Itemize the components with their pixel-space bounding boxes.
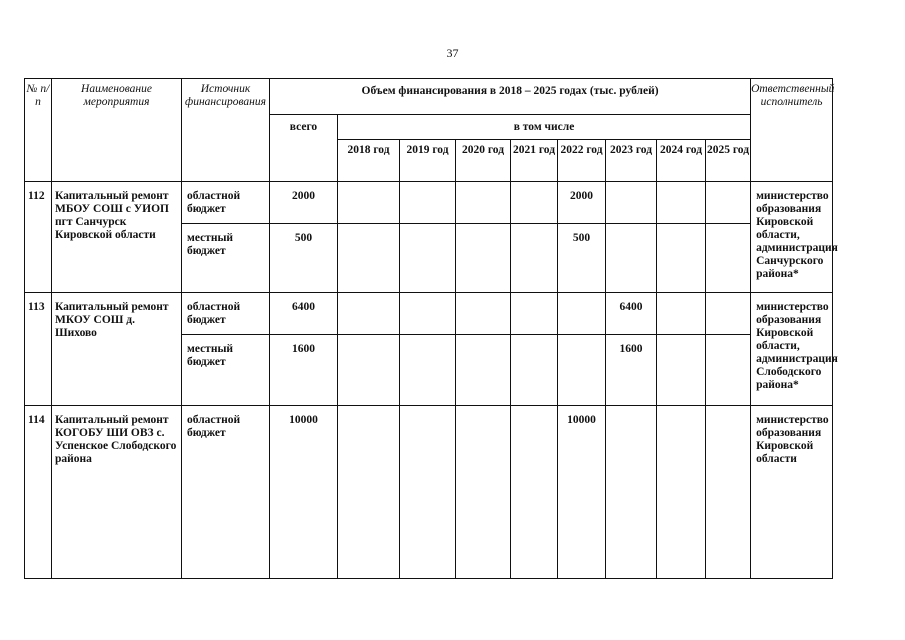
year-value <box>511 224 558 293</box>
year-value <box>606 406 657 579</box>
total-value: 6400 <box>270 293 338 335</box>
header-year: 2024 год <box>657 140 706 182</box>
year-value <box>706 293 751 335</box>
year-value <box>706 224 751 293</box>
header-year: 2025 год <box>706 140 751 182</box>
year-value <box>511 293 558 335</box>
year-value <box>456 182 511 224</box>
year-value <box>706 182 751 224</box>
table-row <box>25 406 833 579</box>
year-value <box>558 335 606 406</box>
header-year: 2022 год <box>558 140 606 182</box>
year-value <box>657 182 706 224</box>
financing-source: областной бюджет <box>182 406 270 579</box>
responsible-executor: министерство образования Кировской области, администрация Санчурского района* <box>751 182 833 293</box>
financing-source: местный бюджет <box>182 335 270 406</box>
year-value: 10000 <box>558 406 606 579</box>
header-responsible: Ответственный исполнитель <box>751 79 833 182</box>
year-value <box>606 182 657 224</box>
year-value <box>606 224 657 293</box>
year-value <box>657 335 706 406</box>
year-value <box>400 293 456 335</box>
year-value <box>456 335 511 406</box>
row-number: 113 <box>25 293 52 406</box>
year-value <box>400 224 456 293</box>
header-year: 2020 год <box>456 140 511 182</box>
year-value: 2000 <box>558 182 606 224</box>
year-value <box>456 224 511 293</box>
year-value <box>456 293 511 335</box>
header-name: Наименование мероприятия <box>52 79 182 182</box>
year-value <box>456 406 511 579</box>
header-source: Источник финансирования <box>182 79 270 182</box>
year-value <box>511 406 558 579</box>
year-value <box>338 182 400 224</box>
year-value <box>400 335 456 406</box>
total-value: 2000 <box>270 182 338 224</box>
header-total: всего <box>270 115 338 182</box>
year-value <box>558 293 606 335</box>
year-value <box>400 406 456 579</box>
total-value: 500 <box>270 224 338 293</box>
year-value <box>338 224 400 293</box>
financing-source: областной бюджет <box>182 182 270 224</box>
year-value <box>511 335 558 406</box>
year-value <box>338 406 400 579</box>
year-value <box>657 224 706 293</box>
year-value <box>657 406 706 579</box>
financing-table <box>24 78 838 579</box>
header-num: № п/п <box>25 79 52 182</box>
financing-source: областной бюджет <box>182 293 270 335</box>
header-including: в том числе <box>338 115 751 140</box>
activity-name: Капитальный ремонт КОГОБУ ШИ ОВЗ с. Успенское Слободского района <box>52 406 182 579</box>
header-year: 2019 год <box>400 140 456 182</box>
total-value: 10000 <box>270 406 338 579</box>
table-row <box>25 182 833 224</box>
header-year: 2023 год <box>606 140 657 182</box>
year-value <box>338 335 400 406</box>
total-value: 1600 <box>270 335 338 406</box>
year-value <box>400 182 456 224</box>
year-value <box>706 335 751 406</box>
activity-name: Капитальный ремонт МКОУ СОШ д. Шихово <box>52 293 182 406</box>
year-value: 500 <box>558 224 606 293</box>
header-volume: Объем финансирования в 2018 – 2025 годах (тыс. рублей) <box>270 79 751 115</box>
responsible-executor: министерство образования Кировской области, администрация Слободского района* <box>751 293 833 406</box>
year-value <box>511 182 558 224</box>
year-value: 1600 <box>606 335 657 406</box>
year-value <box>338 293 400 335</box>
year-value <box>706 406 751 579</box>
header-year: 2021 год <box>511 140 558 182</box>
responsible-executor: министерство образования Кировской области <box>751 406 833 579</box>
header-year: 2018 год <box>338 140 400 182</box>
row-number: 114 <box>25 406 52 579</box>
year-value: 6400 <box>606 293 657 335</box>
row-number: 112 <box>25 182 52 293</box>
table-row <box>25 293 833 335</box>
page-number: 37 <box>446 46 459 60</box>
financing-source: местный бюджет <box>182 224 270 293</box>
year-value <box>657 293 706 335</box>
activity-name: Капитальный ремонт МБОУ СОШ с УИОП пгт Санчурск Кировской области <box>52 182 182 293</box>
